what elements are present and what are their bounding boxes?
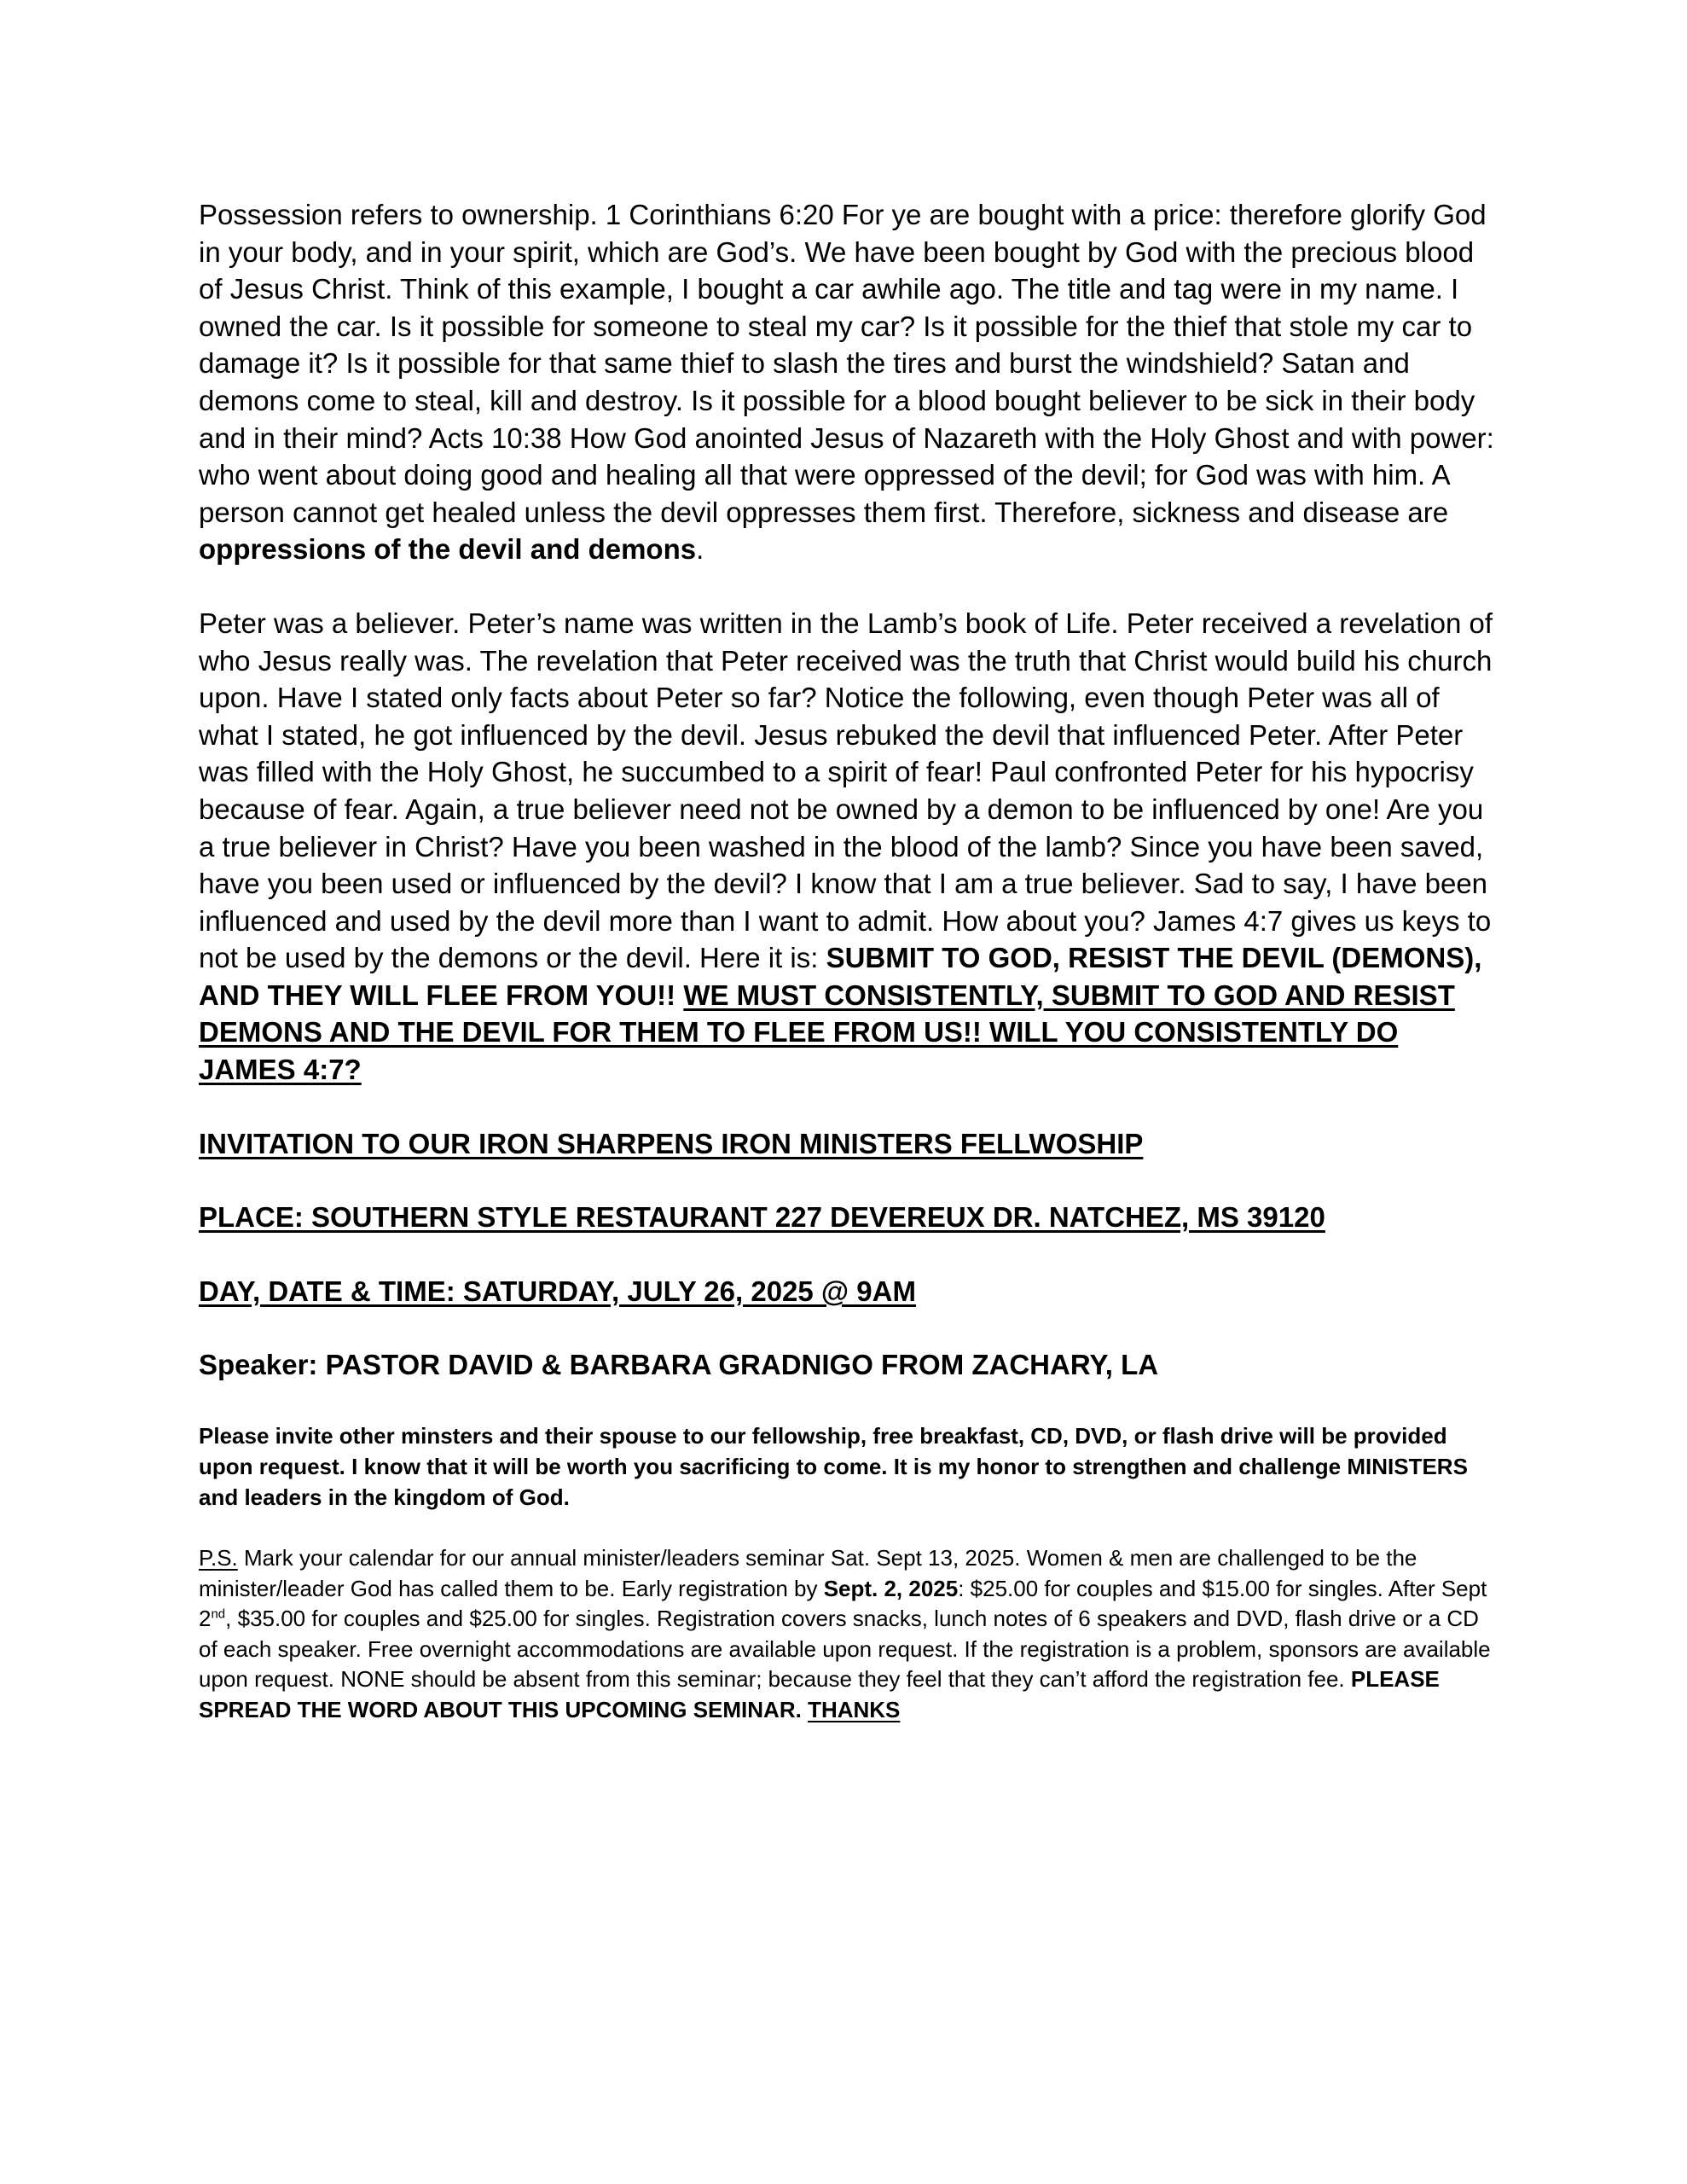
paragraph-possession — [199, 196, 1495, 568]
consistency-call: WE MUST CONSISTENTLY, SUBMIT TO GOD AND RESIST DEMONS AND THE DEVIL FOR THEM TO FLEE FROM US!! WILL YOU CONSISTENTLY DO JAMES 4:7? — [199, 979, 1455, 1086]
ps-text-2: : $25.00 for couples and $15.00 for singles. After Sept 2 — [199, 1575, 1487, 1632]
ps-space — [802, 1697, 808, 1722]
ps-paragraph — [199, 1543, 1495, 1725]
ordinal-suffix: nd — [211, 1606, 226, 1622]
invite-note: Please invite other minsters and their spouse to our fellowship, free breakfast, CD, DVD, or flash drive will be provided upon request. I know that it will be worth you sacrificing to come. It is my honor to strengthen and challenge MINISTERS and leaders in the kingdom of God. — [199, 1423, 1468, 1511]
spread-the-word: PLEASE SPREAD THE WORD ABOUT THIS UPCOMING SEMINAR. — [199, 1666, 1440, 1722]
early-registration-date: Sept. 2, 2025 — [823, 1575, 959, 1601]
paragraph-peter-text: Peter was a believer. Peter’s name was written in the Lamb’s book of Life. Peter received a revelation of who Jesus really was. The revelation that Peter received was the truth that Christ would build his church upon. Have I stated only facts about Peter so far? Notice the following, even though Peter was all of what I stated, he got influenced by the devil. Jesus rebuked the devil that influenced Peter. After Peter was filled with the Holy Ghost, he succumbed to a spirit of fear! Paul confronted Peter for his hypocrisy because of fear. Again, a true believer need not be owned by a demon to be influenced by one! Are you a true believer in Christ? Have you been washed in the blood of the lamb? Since you have been saved, have you been used or influenced by the devil? I know that I am a true believer. Sad to say, I have been influenced and used by the devil more than I want to admit. How about you? James 4:7 gives us keys to not be used by the demons or the devil. Here it is: — [199, 607, 1493, 974]
document-body — [199, 196, 1495, 1725]
invitation-heading: INVITATION TO OUR IRON SHARPENS IRON MINISTERS FELLWOSHIP — [199, 1127, 1144, 1159]
ps-text-1: Mark your calendar for our annual minister/leaders seminar Sat. Sept 13, 2025. Women & men are challenged to be the minister/leader God has called them to be. Early registration by — [199, 1545, 1417, 1601]
james-4-7-emphasis: SUBMIT TO GOD, RESIST THE DEVIL (DEMONS), AND THEY WILL FLEE FROM YOU!! — [199, 942, 1482, 1011]
thanks-text: THANKS — [808, 1696, 901, 1722]
speaker-heading: Speaker: PASTOR DAVID & BARBARA GRADNIGO FROM ZACHARY, LA — [199, 1349, 1159, 1381]
ps-label: P.S. — [199, 1545, 238, 1571]
datetime-heading: DAY, DATE & TIME: SATURDAY, JULY 26, 2025 @ 9AM — [199, 1275, 916, 1307]
paragraph-possession-text: Possession refers to ownership. 1 Corinthians 6:20 For ye are bought with a price: therefore glorify God in your body, and in your spirit, which are God’s. We have been bought by God with the precious blood of Jesus Christ. Think of this example, I bought a car awhile ago. The title and tag were in my name. I owned the car. Is it possible for someone to steal my car? Is it possible for the thief that stole my car to damage it? Is it possible for that same thief to slash the tires and burst the windshield? Satan and demons come to steal, kill and destroy. Is it possible for a blood bought believer to be sick in their body and in their mind? Acts 10:38 How God anointed Jesus of Nazareth with the Holy Ghost and with power: who went about doing good and healing all that were oppressed of the devil; for God was with him. A person cannot get healed unless the devil oppresses them first. Therefore, sickness and disease are — [199, 199, 1494, 528]
paragraph-possession-end: . — [696, 533, 704, 566]
ps-text-3: , $35.00 for couples and $25.00 for singles. Registration covers snacks, lunch notes of 6 speakers and DVD, flash drive or a CD of each speaker. Free overnight accommodations are available upon request. If the registration is a problem, sponsors are available upon request. NONE should be absent from this seminar; because they feel that they can’t afford the registration fee. — [199, 1606, 1491, 1693]
place-heading: PLACE: SOUTHERN STYLE RESTAURANT 227 DEVEREUX DR. NATCHEZ, MS 39120 — [199, 1201, 1325, 1234]
paragraph-peter — [199, 605, 1495, 1089]
oppressions-emphasis: oppressions of the devil and demons — [199, 533, 697, 566]
